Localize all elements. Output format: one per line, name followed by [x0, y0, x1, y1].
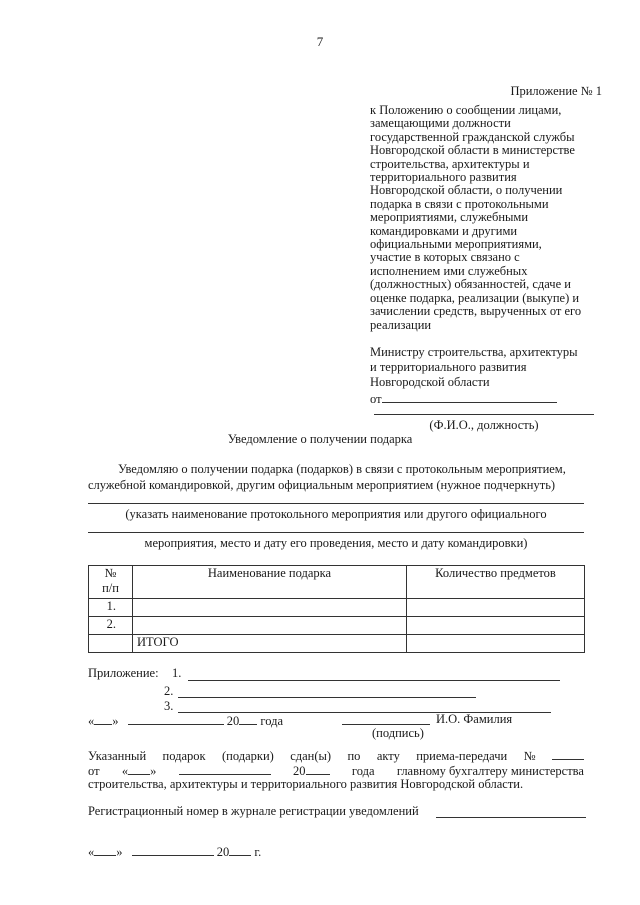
handover-word: №: [523, 749, 536, 763]
appendix-line: реализации: [370, 317, 432, 332]
year-prefix: 20: [216, 845, 230, 859]
signer-name: И.О. Фамилия: [436, 712, 513, 726]
total-quantity-cell[interactable]: [407, 635, 585, 653]
table-total-row: [89, 635, 585, 653]
table-row: [89, 599, 585, 617]
registration-number-field[interactable]: [436, 817, 586, 818]
quote-close: »: [112, 714, 119, 728]
signature-date: [88, 712, 283, 729]
year-suffix: года: [260, 714, 283, 728]
handover-word: Указанный: [88, 749, 147, 763]
gift-name-cell[interactable]: [133, 617, 407, 635]
event-field-line2[interactable]: [88, 532, 584, 533]
handover-recipient: главному бухгалтеру министерства: [396, 764, 584, 778]
act-number-field[interactable]: [552, 747, 584, 760]
appendix-line: оценке подарка, реализации (выкупе) и: [370, 290, 580, 305]
attachment-number: 3.: [164, 699, 174, 713]
appendix-line: строительства, архитектуры и: [370, 156, 530, 171]
gift-name-cell[interactable]: [133, 599, 407, 617]
attachment-field-1[interactable]: [188, 680, 560, 681]
header-quantity: Количество предметов: [407, 566, 585, 599]
act-year-field[interactable]: [306, 762, 330, 775]
row-number: 1.: [89, 599, 133, 617]
page-number: 7: [316, 34, 324, 49]
notice-title: Уведомление о получении подарка: [227, 432, 413, 446]
notice-paragraph-line2: служебной командировкой, другим официальным мероприятием (нужное подчеркнуть): [88, 478, 556, 492]
quantity-cell[interactable]: [407, 617, 585, 635]
fio-field[interactable]: [374, 414, 594, 415]
appendix-line: участие в которых связано с: [370, 250, 520, 265]
appendix-line: замещающими должности: [370, 116, 511, 131]
addressee-block: [370, 345, 578, 407]
addressee-line: Министру строительства, архитектуры: [370, 345, 578, 359]
handover-word: по: [347, 749, 361, 763]
footer-year-field[interactable]: [229, 843, 251, 856]
act-year-suffix: года: [351, 764, 375, 778]
act-month-field[interactable]: [179, 762, 271, 775]
quote-open: «: [121, 764, 129, 778]
from-row: [370, 390, 578, 407]
handover-word: приема-передачи: [416, 749, 508, 763]
handover-word: подарок: [162, 749, 206, 763]
appendix-line: (должностных) обязанностей, сдаче и: [370, 277, 571, 292]
year-suffix: г.: [254, 845, 262, 859]
appendix-title: Приложение № 1: [510, 84, 602, 98]
addressee-line: Новгородской области: [370, 375, 490, 389]
event-caption-1: (указать наименование протокольного мероприятия или другого официального: [125, 507, 547, 521]
month-field[interactable]: [128, 712, 224, 725]
appendix-line: зачислении средств, вырученных от его: [370, 304, 582, 319]
handover-word: акту: [376, 749, 400, 763]
attachment-number: 2.: [164, 684, 174, 698]
row-number: 2.: [89, 617, 133, 635]
year-prefix: 20: [226, 714, 240, 728]
total-label: ИТОГО: [133, 635, 407, 653]
quantity-cell[interactable]: [407, 599, 585, 617]
quote-open: «: [88, 714, 95, 728]
header-number: № п/п: [89, 566, 133, 599]
header-gift-name: Наименование подарка: [133, 566, 407, 599]
footer-date: [88, 843, 261, 860]
quote-close: »: [116, 845, 123, 859]
handover-word: сдан(ы): [290, 749, 332, 763]
event-field-line1[interactable]: [88, 503, 584, 504]
appendix-line: исполнением ими служебных: [370, 263, 528, 278]
appendix-line: Новгородской области, о получении: [370, 183, 563, 198]
table-header-row: [89, 566, 585, 599]
event-caption-2: мероприятия, место и дату его проведения, место и дату командировки): [144, 536, 528, 550]
attachments-label: Приложение:: [88, 666, 159, 680]
row-number: [89, 635, 133, 653]
from-field[interactable]: [382, 390, 557, 403]
fio-caption: (Ф.И.О., должность): [429, 418, 539, 432]
registration-label: Регистрационный номер в журнале регистрации уведомлений: [88, 804, 419, 818]
notice-paragraph-line1: Уведомляю о получении подарка (подарков) в связи с протокольным мероприятием,: [118, 462, 566, 476]
appendix-line: Новгородской области в министерстве: [370, 143, 575, 158]
quote-open: «: [88, 845, 95, 859]
appendix-line: государственной гражданской службы: [370, 129, 575, 144]
quote-close: »: [150, 764, 157, 778]
appendix-description: [370, 104, 597, 332]
from-label: от: [370, 392, 382, 406]
attachment-number: 1.: [172, 666, 182, 680]
year-prefix: 20: [293, 764, 306, 778]
table-row: [89, 617, 585, 635]
footer-month-field[interactable]: [132, 843, 214, 856]
gifts-table: [88, 565, 585, 653]
signature-field[interactable]: [342, 724, 430, 725]
appendix-line: мероприятиями, служебными: [370, 210, 529, 225]
footer-day-field[interactable]: [94, 843, 116, 856]
handover-from: от: [88, 764, 100, 778]
appendix-line: к Положению о сообщении лицами,: [370, 103, 562, 117]
addressee-line: и территориального развития: [370, 360, 527, 374]
year-field[interactable]: [239, 712, 257, 725]
appendix-line: подарка в связи с протокольными: [370, 196, 549, 211]
appendix-line: официальными мероприятиями,: [370, 237, 542, 252]
attachment-field-2[interactable]: [178, 697, 476, 698]
appendix-line: командировками и другими: [370, 223, 518, 238]
day-field[interactable]: [94, 712, 112, 725]
handover-line3: строительства, архитектуры и территориального развития Новгородской области.: [88, 777, 524, 791]
appendix-line: территориального развития: [370, 170, 517, 185]
handover-word: (подарки): [221, 749, 274, 763]
act-day-field[interactable]: [128, 762, 150, 775]
signature-caption: (подпись): [372, 726, 424, 740]
